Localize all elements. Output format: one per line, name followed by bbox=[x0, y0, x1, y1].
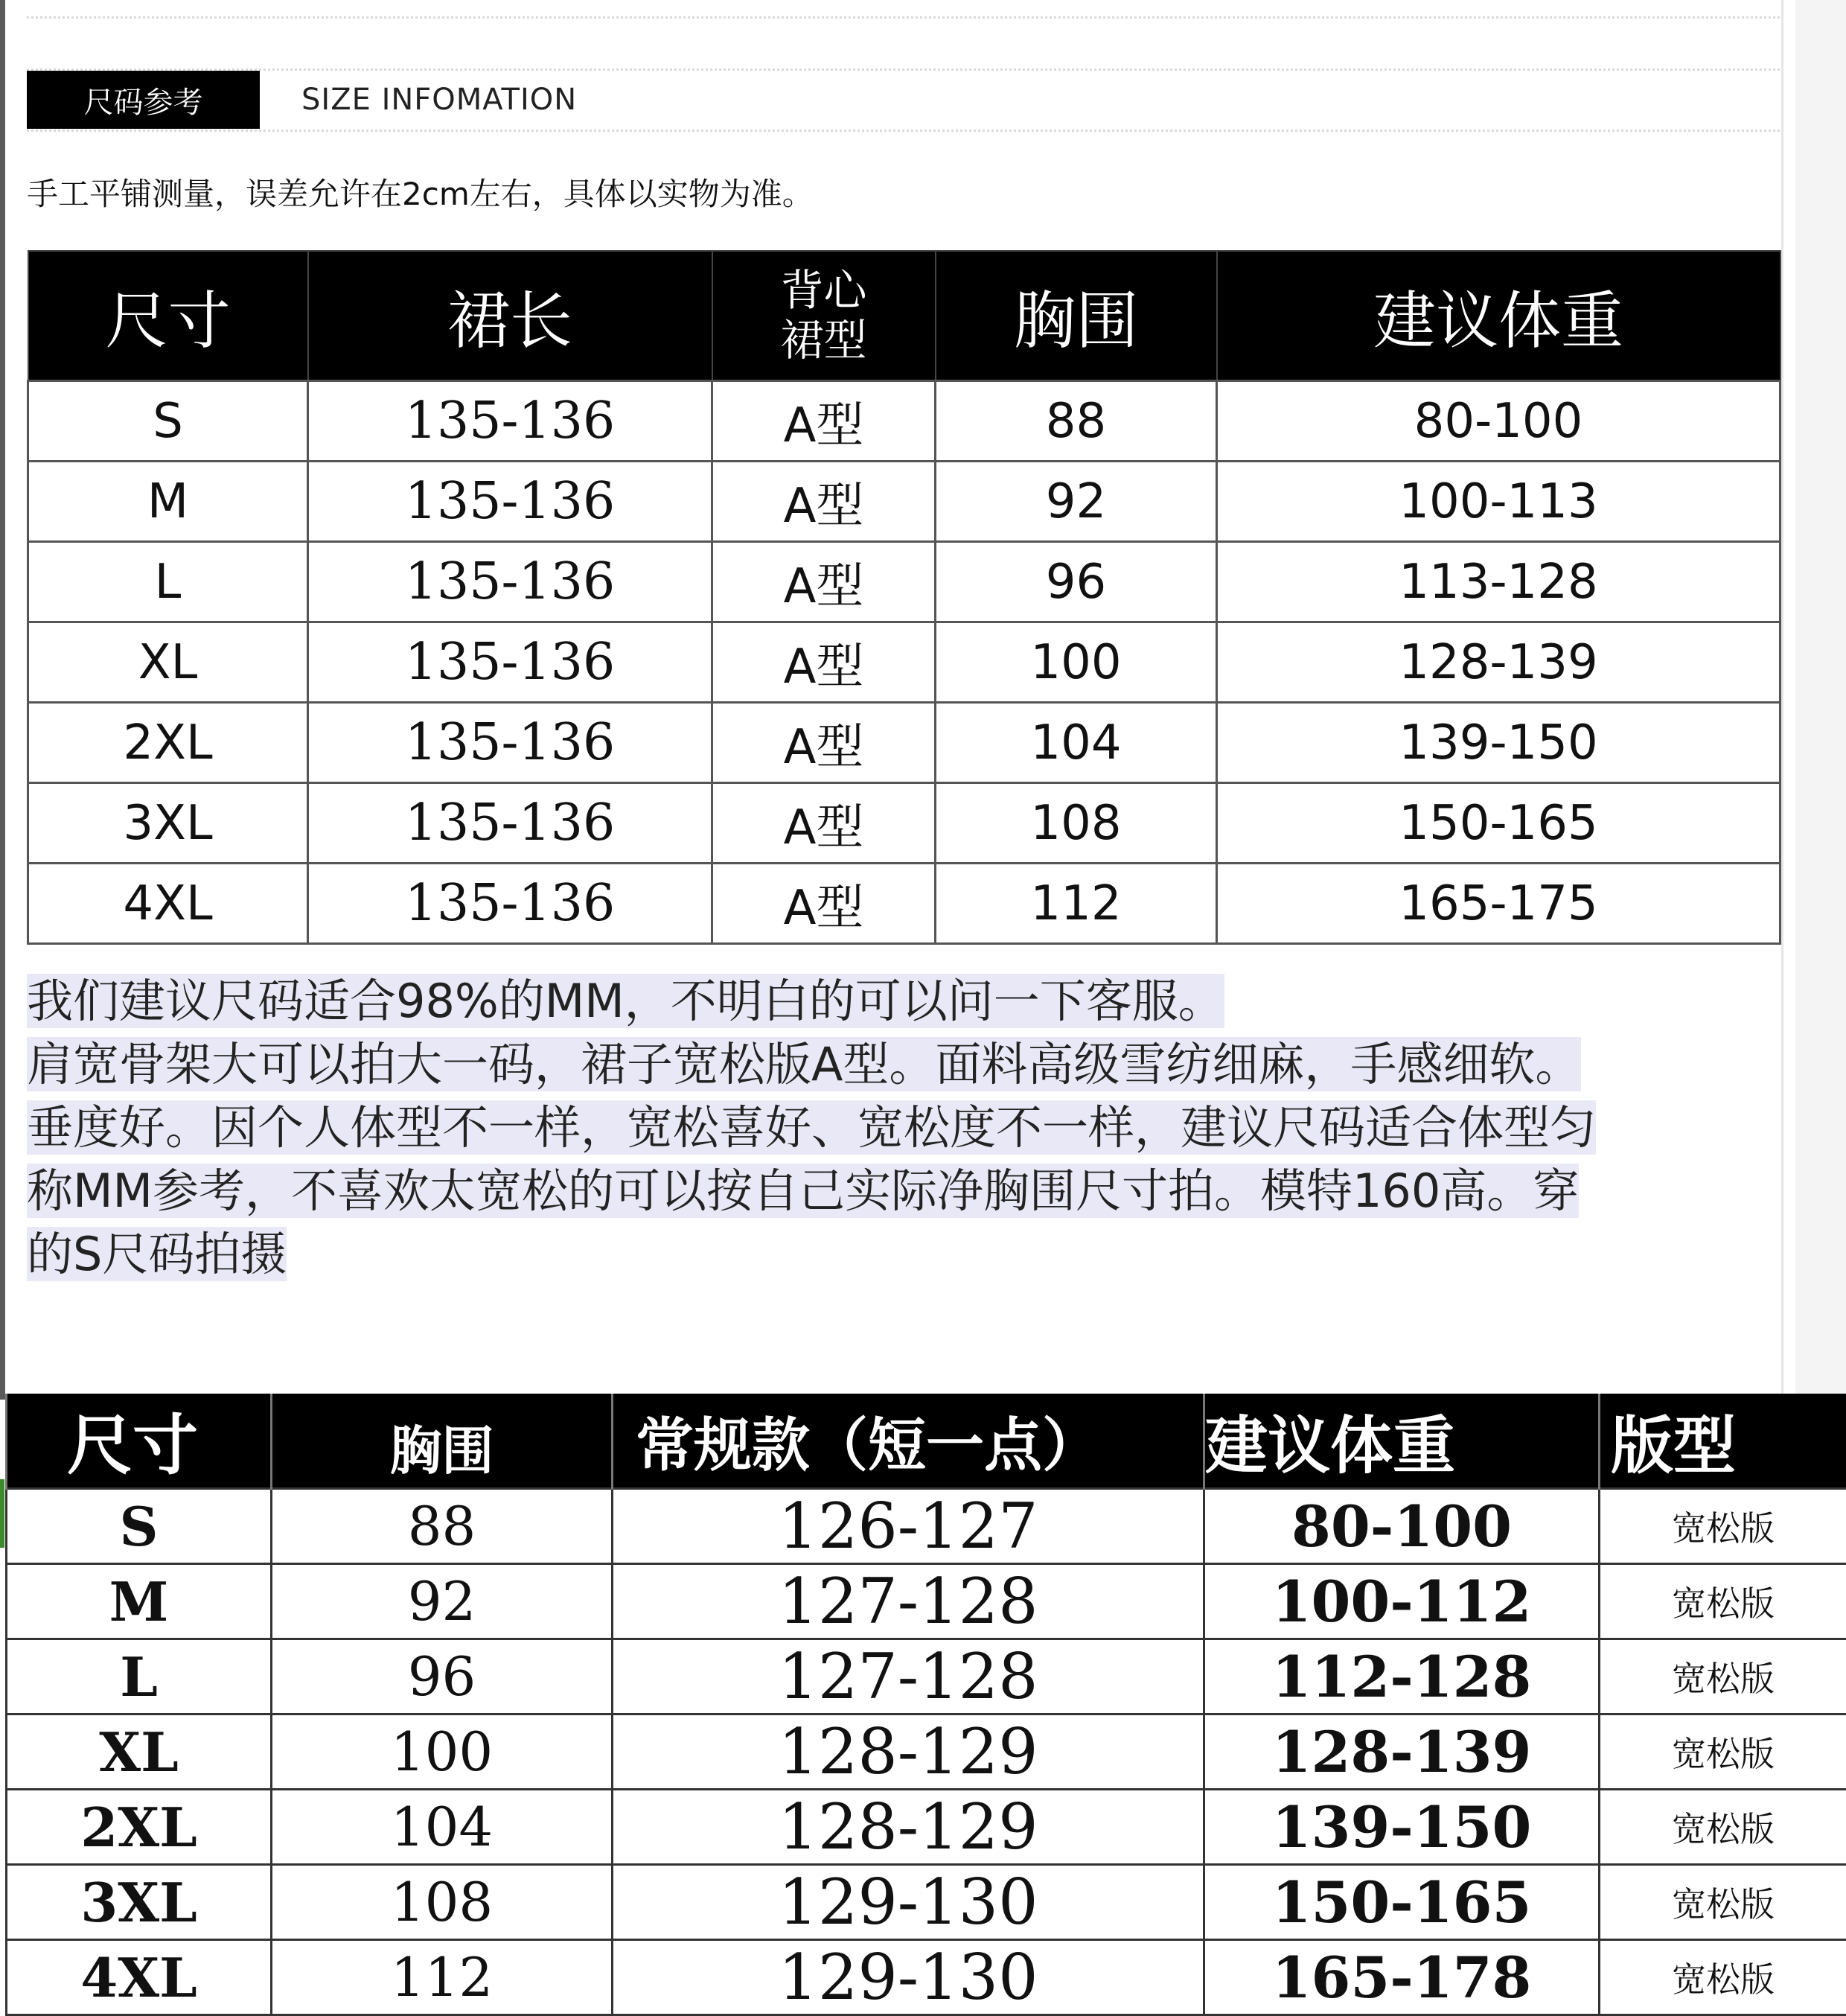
header-bust: 胸围 bbox=[936, 251, 1217, 381]
cell-bust: 92 bbox=[936, 462, 1217, 542]
cell-weight: 100-112 bbox=[1204, 1564, 1600, 1639]
cell-fit: 宽松版 bbox=[1600, 1790, 1846, 1865]
cell-style: A型 bbox=[712, 703, 936, 783]
cell-bust: 96 bbox=[936, 542, 1217, 622]
cell-style: A型 bbox=[712, 783, 936, 864]
cell-length: 128-129 bbox=[613, 1790, 1204, 1865]
table-row bbox=[28, 864, 1780, 944]
cell-weight: 150-165 bbox=[1217, 783, 1780, 864]
table-row bbox=[28, 703, 1780, 783]
cell-bust: 100 bbox=[272, 1714, 613, 1790]
cell-fit: 宽松版 bbox=[1600, 1489, 1846, 1564]
cell-weight: 165-175 bbox=[1217, 864, 1780, 944]
header-style-line2: 裙型 bbox=[713, 316, 935, 366]
window-left-border bbox=[0, 0, 5, 1400]
header-style bbox=[712, 251, 936, 381]
size-reference-tag: 尺码参考 bbox=[27, 71, 260, 129]
measurement-note: 手工平铺测量，误差允许在2cm左右，具体以实物为准。 bbox=[27, 170, 814, 214]
header-weight: 建议体重 bbox=[1217, 251, 1780, 381]
divider bbox=[27, 130, 1780, 132]
advice-line: 垂度好。因个人体型不一样，宽松喜好、宽松度不一样，建议尺码适合体型匀 bbox=[27, 1096, 1791, 1159]
cell-length: 127-128 bbox=[613, 1639, 1204, 1714]
header-fit: 版型 bbox=[1600, 1394, 1846, 1489]
cell-size: S bbox=[28, 381, 308, 462]
table-row bbox=[7, 1865, 1846, 1940]
header-size: 尺寸 bbox=[7, 1394, 272, 1489]
cell-bust: 88 bbox=[936, 381, 1217, 462]
cell-bust: 104 bbox=[936, 703, 1217, 783]
table-row bbox=[28, 381, 1780, 462]
size-info-header bbox=[27, 71, 1780, 129]
cell-length: 129-130 bbox=[613, 1865, 1204, 1940]
cell-size: 4XL bbox=[28, 864, 308, 944]
cell-weight: 150-165 bbox=[1204, 1865, 1600, 1940]
cell-length: 135-136 bbox=[308, 542, 712, 622]
cell-size: XL bbox=[7, 1714, 272, 1790]
cell-fit: 宽松版 bbox=[1600, 1865, 1846, 1940]
cell-bust: 92 bbox=[272, 1564, 613, 1639]
cell-size: 2XL bbox=[28, 703, 308, 783]
cell-length: 135-136 bbox=[308, 622, 712, 703]
table-row bbox=[7, 1489, 1846, 1564]
table-header-row bbox=[28, 251, 1780, 381]
selection-marker bbox=[0, 1479, 4, 1548]
cell-style: A型 bbox=[712, 462, 936, 542]
table-row bbox=[28, 783, 1780, 864]
advice-line: 的S尺码拍摄 bbox=[27, 1222, 1791, 1286]
advice-line: 肩宽骨架大可以拍大一码，裙子宽松版A型。面料高级雪纺细麻，手感细软。 bbox=[27, 1033, 1791, 1096]
cell-style: A型 bbox=[712, 542, 936, 622]
cell-bust: 108 bbox=[272, 1865, 613, 1940]
cell-bust: 112 bbox=[936, 864, 1217, 944]
divider bbox=[27, 16, 1780, 19]
scrollbar-track[interactable] bbox=[1795, 0, 1846, 1400]
cell-length: 127-128 bbox=[613, 1564, 1204, 1639]
cell-size: M bbox=[28, 462, 308, 542]
cell-weight: 80-100 bbox=[1204, 1489, 1600, 1564]
header-bust: 胸围 bbox=[272, 1394, 613, 1489]
cell-bust: 104 bbox=[272, 1790, 613, 1865]
cell-weight: 128-139 bbox=[1217, 622, 1780, 703]
cell-weight: 100-113 bbox=[1217, 462, 1780, 542]
header-size: 尺寸 bbox=[28, 251, 308, 381]
table-row bbox=[7, 1639, 1846, 1714]
cell-weight: 113-128 bbox=[1217, 542, 1780, 622]
cell-size: 2XL bbox=[7, 1790, 272, 1865]
cell-length: 135-136 bbox=[308, 783, 712, 864]
table-row bbox=[7, 1564, 1846, 1639]
cell-weight: 128-139 bbox=[1204, 1714, 1600, 1790]
cell-bust: 100 bbox=[936, 622, 1217, 703]
advice-line: 我们建议尺码适合98%的MM，不明白的可以问一下客服。 bbox=[27, 969, 1791, 1033]
cell-style: A型 bbox=[712, 381, 936, 462]
cell-fit: 宽松版 bbox=[1600, 1564, 1846, 1639]
size-info-subtitle: SIZE INFOMATION bbox=[301, 83, 577, 117]
cell-fit: 宽松版 bbox=[1600, 1714, 1846, 1790]
table-header-row bbox=[7, 1394, 1846, 1489]
cell-length: 129-130 bbox=[613, 1940, 1204, 2015]
cell-size: L bbox=[28, 542, 308, 622]
table-row bbox=[28, 462, 1780, 542]
cell-bust: 108 bbox=[936, 783, 1217, 864]
header-length: 常规款（短一点） bbox=[613, 1394, 1204, 1489]
cell-weight: 139-150 bbox=[1204, 1790, 1600, 1865]
cell-weight: 165-178 bbox=[1204, 1940, 1600, 2015]
cell-length: 128-129 bbox=[613, 1714, 1204, 1790]
cell-size: L bbox=[7, 1639, 272, 1714]
cell-size: 3XL bbox=[7, 1865, 272, 1940]
table-row bbox=[28, 622, 1780, 703]
cell-bust: 112 bbox=[272, 1940, 613, 2015]
cell-length: 135-136 bbox=[308, 864, 712, 944]
cell-size: XL bbox=[28, 622, 308, 703]
cell-weight: 139-150 bbox=[1217, 703, 1780, 783]
advice-line: 称MM参考，不喜欢太宽松的可以按自己实际净胸围尺寸拍。模特160高。穿 bbox=[27, 1159, 1791, 1222]
header-length: 裙长 bbox=[308, 251, 712, 381]
cell-size: M bbox=[7, 1564, 272, 1639]
cell-length: 135-136 bbox=[308, 703, 712, 783]
table-row bbox=[7, 1790, 1846, 1865]
table-row bbox=[28, 542, 1780, 622]
header-style-line1: 背心 bbox=[713, 266, 935, 316]
cell-fit: 宽松版 bbox=[1600, 1639, 1846, 1714]
header-weight: 建议体重 bbox=[1204, 1394, 1600, 1489]
cell-size: 4XL bbox=[7, 1940, 272, 2015]
size-advice-text bbox=[27, 969, 1791, 1286]
table-row bbox=[7, 1940, 1846, 2015]
cell-style: A型 bbox=[712, 622, 936, 703]
table-row bbox=[7, 1714, 1846, 1790]
cell-weight: 112-128 bbox=[1204, 1639, 1600, 1714]
cell-bust: 88 bbox=[272, 1489, 613, 1564]
cell-length: 135-136 bbox=[308, 462, 712, 542]
cell-bust: 96 bbox=[272, 1639, 613, 1714]
size-table-regular bbox=[5, 1394, 1846, 2016]
cell-size: S bbox=[7, 1489, 272, 1564]
cell-length: 135-136 bbox=[308, 381, 712, 462]
cell-size: 3XL bbox=[28, 783, 308, 864]
cell-fit: 宽松版 bbox=[1600, 1940, 1846, 2015]
cell-weight: 80-100 bbox=[1217, 381, 1780, 462]
cell-length: 126-127 bbox=[613, 1489, 1204, 1564]
size-table-main bbox=[27, 250, 1781, 945]
cell-style: A型 bbox=[712, 864, 936, 944]
